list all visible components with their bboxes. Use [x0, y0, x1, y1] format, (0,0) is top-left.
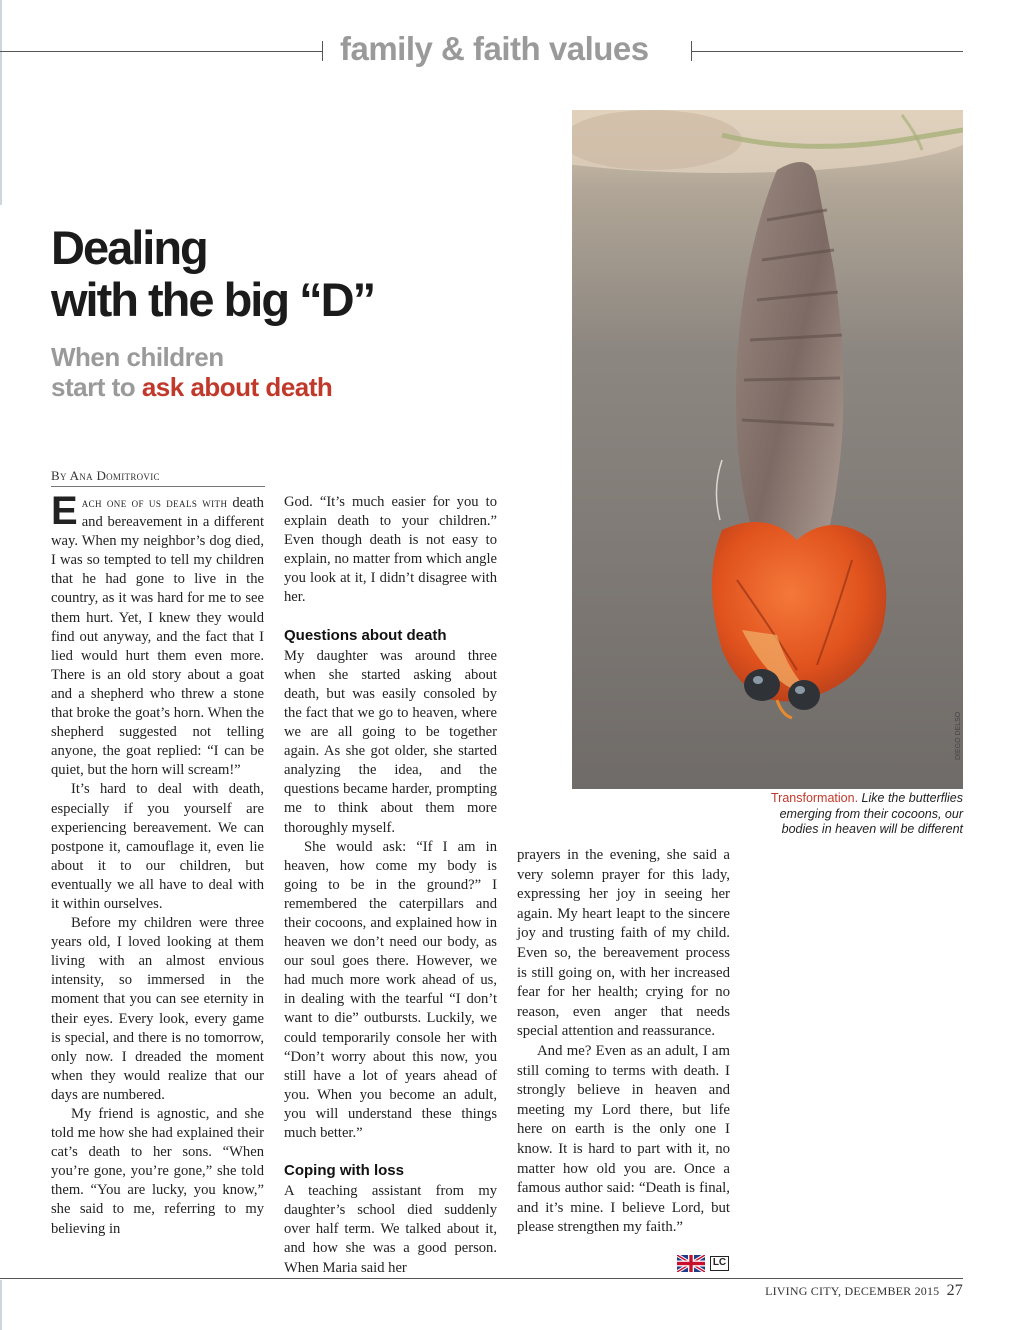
headline-line-2: with the big “D”	[51, 273, 375, 326]
paragraph: And me? Even as an adult, I am still coming to terms with death. I strongly believe in heaven and meeting my Lord there, but life here on earth is the only one I know. It is hard to part with it, no matter how old you are. Once a famous author said: “Death is final, and it’s mine. I believe Lord, but please strengthen my faith.”	[517, 1042, 730, 1236]
byline: By Ana Domitrovic	[51, 468, 265, 487]
photo-credit: DIEGO DELSO	[955, 711, 962, 760]
photo-illustration	[572, 110, 963, 789]
lead-in: ach one of us deals with	[81, 495, 228, 510]
paragraph: It’s hard to deal with death, especially if you yourself are experiencing bereavement. We can postpone it, camouflage it, even lie about it to our children, but eventually we all have to deal with it within ourselves.	[51, 781, 264, 912]
article-subhead	[51, 342, 501, 402]
article-headline	[51, 222, 501, 326]
subhead-line-2	[51, 372, 501, 402]
paragraph: Before my children were three years old, I loved looking at them living with an almost envious intensity, so immersed in the moment that you can see eternity in their eyes. Every look, every game is special, and there is no tomorrow, only now. I dreaded the moment when they would realize that our days are numbered.	[51, 915, 264, 1103]
living-city-logo: LC	[710, 1256, 729, 1271]
footer-rule	[0, 1278, 963, 1279]
header-rule-right	[691, 51, 963, 52]
page-edge-marker-bottom	[0, 1280, 2, 1330]
page-number: 27	[946, 1282, 963, 1299]
paragraph: She would ask: “If I am in heaven, how come my body is going to be in the ground?” I remembered the caterpillars and their cocoons, and explained how in heaven we don’t need our body, as our soul goes there. However, we had much more work ahead of us, in dealing with the tearful “I don’t want to die” outbursts. Luckily, we could temporarily console her with “Don’t worry about this now, you still have a lot of years ahead of you. When you become an adult, you will understand these things much better.”	[284, 838, 497, 1141]
paragraph: My friend is agnostic, and she told me how she had explained their cat’s death to her sons. “When you’re gone, you’re gone,” she told them. “You are lucky, you know,” she said to me, referring to my believing in	[51, 1106, 264, 1237]
paragraph: A teaching assistant from my daughter’s school died suddenly over half term. We talked about it, and how she was a good person. When Maria said her	[284, 1183, 497, 1276]
paragraph: prayers in the evening, she said a very solemn prayer for this lady, expressing her joy in seeing her again. My heart leapt to the sincere joy and trusting faith of my child. Even so, the bereavement process is still going on, with her increased fear for her health; crying for no reason, even anger that needs special attention and reassurance.	[517, 847, 730, 1040]
paragraph: God. “It’s much easier for you to explain death to your children.” Even though death is not easy to explain, no matter from which angle you look at it, I didn’t disagree with her.	[284, 494, 497, 606]
subhead-grey-text: start to	[51, 372, 142, 402]
article-column-1	[51, 489, 264, 1239]
subhead-line-1: When children	[51, 342, 224, 372]
subheading-questions: Questions about death	[284, 626, 447, 644]
paragraph-text: death and bereavement in a different way. When my neighbor’s dog died, I was so tempted to tell my children that he had gone to live in the country, as it was hard for me to see them hurt. Yet, I knew they would find out anyway, and the fact that I lied would hurt them even more. There is an old story about a goat and a shepherd who threw a stone that broke the goat’s horn. When the shepherd suggested not telling anyone, the goat replied: “I can be quiet, but the horn will scream!”	[51, 495, 264, 779]
subhead-highlight: ask about death	[141, 372, 333, 402]
publication-name: LIVING CITY, DECEMBER 2015	[765, 1284, 940, 1298]
header-rule-left	[0, 51, 322, 52]
page-edge-marker	[0, 0, 2, 205]
paragraph: My daughter was around three when she started asking about death, but was easily consoled by the fact that we go to heaven, where we are all going to be together again. As she got older, she started analyzing the idea, and the questions became harder, prompting me to think about them more thoroughly myself.	[284, 647, 497, 836]
article-end-marks	[677, 1255, 733, 1273]
header-tick-left	[322, 41, 323, 61]
drop-cap: E	[51, 489, 78, 533]
butterfly-chrysalis-photo	[572, 110, 963, 789]
photo-caption	[760, 791, 963, 838]
section-title: family & faith values	[340, 30, 649, 67]
page-footer	[700, 1282, 963, 1300]
caption-text: Like the butterflies emerging from their cocoons, our bodies in heaven will be different	[779, 791, 963, 836]
subheading-coping: Coping with loss	[284, 1162, 404, 1180]
paragraph	[51, 489, 264, 780]
uk-flag-icon	[677, 1255, 705, 1272]
caption-title: Transformation.	[770, 791, 859, 805]
article-column-3	[517, 846, 730, 1238]
headline-line-1: Dealing	[51, 221, 207, 274]
article-column-2	[284, 493, 497, 1278]
